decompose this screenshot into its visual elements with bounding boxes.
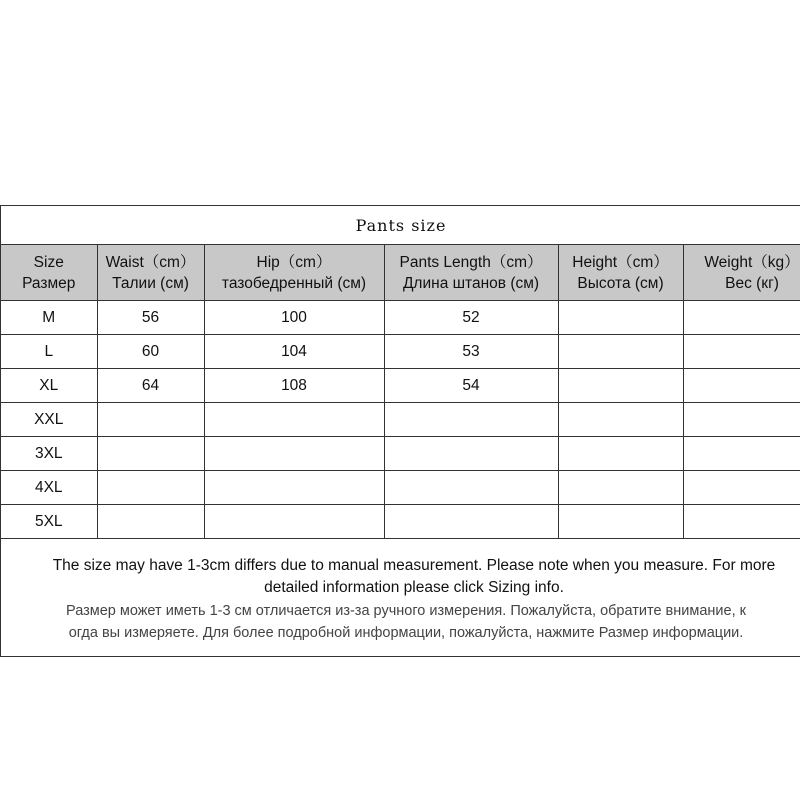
table-cell: 60 xyxy=(97,335,204,369)
table-row xyxy=(1,505,800,539)
table-cell xyxy=(384,437,558,471)
header-hip: Hip（cm） тазобедренный (см) xyxy=(204,245,384,301)
measurement-note xyxy=(1,545,800,657)
table-cell xyxy=(558,335,683,369)
table-cell xyxy=(683,301,800,335)
table-cell: 104 xyxy=(204,335,384,369)
table-cell xyxy=(204,403,384,437)
table-cell xyxy=(384,505,558,539)
table-cell xyxy=(97,471,204,505)
table-cell: 3XL xyxy=(1,437,97,471)
chart-title: Pants size xyxy=(1,206,800,245)
table-cell xyxy=(558,505,683,539)
table-row xyxy=(1,471,800,505)
table-cell xyxy=(384,471,558,505)
header-size: Size Размер xyxy=(1,245,97,301)
table-cell: M xyxy=(1,301,97,335)
table-row xyxy=(1,403,800,437)
table-cell: 53 xyxy=(384,335,558,369)
table-cell xyxy=(683,471,800,505)
header-waist: Waist（cm） Талии (см) xyxy=(97,245,204,301)
table-cell xyxy=(97,403,204,437)
table-cell xyxy=(558,369,683,403)
table-cell: XL xyxy=(1,369,97,403)
table-cell: 54 xyxy=(384,369,558,403)
table-cell: 5XL xyxy=(1,505,97,539)
table-row xyxy=(1,301,800,335)
table-cell: 108 xyxy=(204,369,384,403)
table-cell: 100 xyxy=(204,301,384,335)
table-cell: 64 xyxy=(97,369,204,403)
table-cell xyxy=(683,403,800,437)
table-cell: 56 xyxy=(97,301,204,335)
table-cell xyxy=(204,437,384,471)
header-height: Height（cm） Высота (см) xyxy=(558,245,683,301)
table-cell xyxy=(97,505,204,539)
header-weight: Weight（kg） Вес (кг) xyxy=(683,245,800,301)
table-cell xyxy=(97,437,204,471)
table-row xyxy=(1,335,800,369)
table-cell xyxy=(204,505,384,539)
table-cell xyxy=(683,369,800,403)
table-cell xyxy=(558,471,683,505)
table-cell: XXL xyxy=(1,403,97,437)
table-row xyxy=(1,369,800,403)
table-cell xyxy=(558,301,683,335)
note-english: The size may have 1-3cm differs due to manual measurement. Please note when you measure. For more detailed information please click Sizing info. xyxy=(52,557,776,596)
note-russian: Размер может иметь 1-3 см отличается из-за ручного измерения. Пожалуйста, обратите внимание, к огда вы измеряете. Для более подробной информации, пожалуйста, нажмите Размер информации. xyxy=(66,603,746,641)
table-cell: L xyxy=(1,335,97,369)
size-table xyxy=(1,245,800,539)
table-cell xyxy=(683,437,800,471)
table-cell: 4XL xyxy=(1,471,97,505)
size-chart xyxy=(0,205,800,657)
table-cell xyxy=(683,505,800,539)
table-cell xyxy=(558,437,683,471)
header-pants-length: Pants Length（cm） Длина штанов (см) xyxy=(384,245,558,301)
table-cell xyxy=(204,471,384,505)
table-cell: 52 xyxy=(384,301,558,335)
table-cell xyxy=(558,403,683,437)
table-cell xyxy=(384,403,558,437)
table-cell xyxy=(683,335,800,369)
header-row xyxy=(1,245,800,301)
table-row xyxy=(1,437,800,471)
